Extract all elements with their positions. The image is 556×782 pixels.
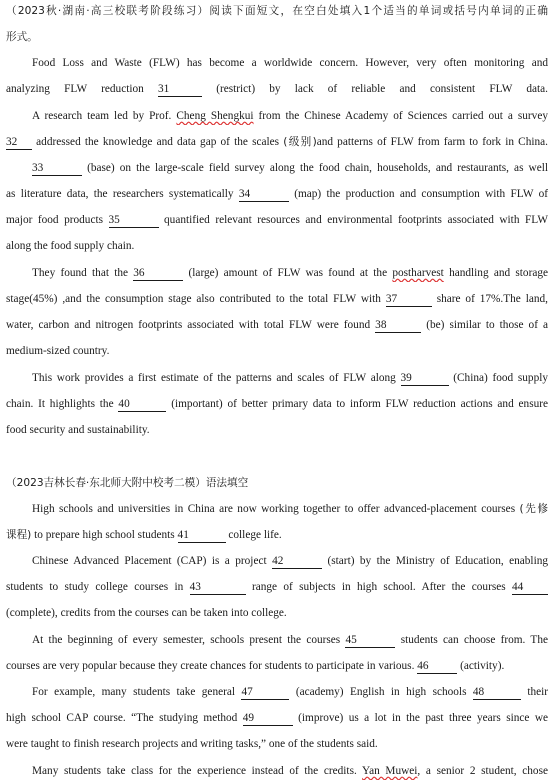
passage1-heading-line1: [6, 2, 548, 20]
q1-line: High schools and universities in China are now working together to offer advanced-placement courses (先修: [32, 503, 548, 515]
blank-36[interactable]: 36: [133, 266, 183, 281]
passage1-heading: （2023秋·湖南·高三校联考阶段练习）阅读下面短文，在空白处填入1个适当的单词或括号内单词的正确: [6, 5, 548, 17]
blank-44[interactable]: 44: [512, 580, 548, 595]
q5-line: Many students take class for the experience instead of the credits. Yan Muwei, a senior 2 student, chose: [32, 765, 548, 777]
p3-line: They found that the 36 (large) amount of FLW was found at the postharvest handling and storage: [32, 267, 548, 279]
q1-line: 课程) to prepare high school students 41 college life.: [6, 529, 282, 541]
p4-line: chain. It highlights the 40 (important) of better primary data to inform FLW reduction actions and ensure: [6, 398, 548, 410]
p2-line: A research team led by Prof. Cheng Shengkui from the Chinese Academy of Sciences carried out a survey: [32, 110, 548, 122]
p4-line: This work provides a first estimate of the patterns and scales of FLW along 39 (China) food supply: [32, 372, 548, 384]
passage2-heading: （2023吉林长春·东北师大附中校考二模）语法填空: [6, 477, 249, 489]
blank-45[interactable]: 45: [345, 633, 395, 648]
p2-line: along the food supply chain.: [6, 240, 135, 252]
blank-49[interactable]: 49: [243, 711, 293, 726]
blank-40[interactable]: 40: [118, 397, 166, 412]
p2-line: as literature data, the researchers systematically 34 (map) the production and consumption with FLW of: [6, 188, 548, 200]
p4-line: food security and sustainability.: [6, 424, 150, 436]
p3-line: water, carbon and nitrogen footprints associated with total FLW were found 38 (be) similar to those of a: [6, 319, 548, 331]
blank-43[interactable]: 43: [190, 580, 246, 595]
blank-38[interactable]: 38: [375, 318, 421, 333]
p3-line: medium-sized country.: [6, 345, 110, 357]
blank-48[interactable]: 48: [473, 685, 521, 700]
p2-line: 32 addressed the knowledge and data gap of the scales (级别)and patterns of FLW from farm to fork in China.: [6, 136, 548, 148]
blank-47[interactable]: 47: [241, 685, 289, 700]
q2-line: Chinese Advanced Placement (CAP) is a project 42 (start) by the Ministry of Education, enabling: [32, 555, 548, 567]
blank-42[interactable]: 42: [272, 554, 322, 569]
blank-33[interactable]: 33: [32, 161, 82, 176]
p2-line: 33 (base) on the large-scale field survey along the food chain, households, and restaurants, as well: [32, 162, 548, 174]
blank-46[interactable]: 46: [417, 659, 457, 674]
p2-line: major food products 35 quantified relevant resources and environmental footprints associated with FLW: [6, 214, 548, 226]
q4-line: For example, many students take general 47 (academy) English in high schools 48 their: [32, 686, 548, 698]
q3-line: courses are very popular because they create chances for students to participate in various. 46 (activity).: [6, 660, 505, 672]
blank-41[interactable]: 41: [178, 528, 226, 543]
name-cheng-shengkui: Cheng Shengkui: [176, 110, 254, 122]
blank-32[interactable]: 32: [6, 135, 32, 150]
q4-line: were taught to finish research projects and writing tasks,” one of the students said.: [6, 738, 378, 750]
word-postharvest: postharvest: [392, 267, 444, 279]
blank-39[interactable]: 39: [401, 371, 449, 386]
blank-37[interactable]: 37: [386, 292, 432, 307]
name-yan-muwei: Yan Muwei: [362, 765, 418, 777]
q4-line: high school CAP course. “The studying method 49 (improve) us a lot in the past three years since we: [6, 712, 548, 724]
blank-31[interactable]: 31: [158, 82, 202, 97]
q3-line: At the beginning of every semester, schools present the courses 45 students can choose from. The: [32, 634, 548, 646]
q2-line: (complete), credits from the courses can be taken into college.: [6, 607, 287, 619]
passage1-heading-line2: 形式。: [6, 31, 38, 43]
blank-35[interactable]: 35: [109, 213, 159, 228]
p1-line: analyzing FLW reduction 31 (restrict) by lack of reliable and consistent FLW data.: [6, 83, 548, 95]
q2-line: students to study college courses in 43 range of subjects in high school. After the courses 44: [6, 578, 548, 596]
p1-line: Food Loss and Waste (FLW) has become a worldwide concern. However, very often monitoring and: [32, 57, 548, 69]
blank-34[interactable]: 34: [239, 187, 289, 202]
p3-line: stage(45%) ,and the consumption stage also contributed to the total FLW with 37 share of 17%.The land,: [6, 293, 548, 305]
